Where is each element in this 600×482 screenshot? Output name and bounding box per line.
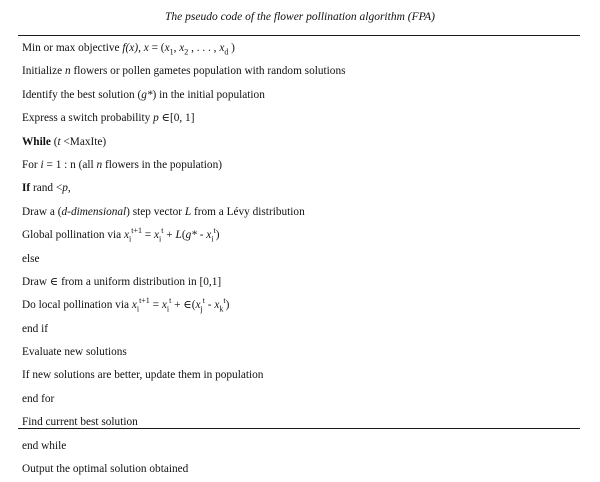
line-12: Do local pollination via $x_i^{t+1} = x_i^t$ + $\in(x_j^t - x_k^t)$ [22,296,230,314]
line-5: While (t <MaxIte) [22,135,107,148]
line-11: Draw ∈ from a uniform distribution in [0,1] [22,275,222,288]
line-6: For i = 1 : n (all n flowers in the population) [22,158,222,171]
line-17: Find current best solution [22,416,138,429]
line-7: If rand <p, [22,182,71,195]
line-8: Draw a (d-dimensional) step vector L from a Lévy distribution [22,205,305,218]
line-9: Global pollination via $x_i^{t+1} = x_i^t + L(g* - x_i^t)$ [22,226,220,244]
line-16: end for [22,392,55,405]
line-15: If new solutions are better, update them in population [22,369,264,382]
pseudo-code-body [22,38,587,482]
line-1: Min or max objective f(x), $x = (x_1$, $x_2$ , . . . , $x_d$ ) [22,42,235,57]
line-2: Initialize n flowers or pollen gametes population with random solutions [22,65,346,78]
line-14: Evaluate new solutions [22,346,127,359]
line-18: end while [22,439,67,452]
line-10: else [22,252,40,265]
line-3: Identify the best solution (g*) in the initial population [22,88,265,101]
line-19: Output the optimal solution obtained [22,463,189,476]
line-13: end if [22,322,49,335]
bottom-rule [18,428,580,429]
line-4: Express a switch probability p ∈[0, 1] [22,112,195,125]
top-rule [18,35,580,36]
document-title: The pseudo code of the flower pollination algorithm (FPA) [164,11,435,23]
